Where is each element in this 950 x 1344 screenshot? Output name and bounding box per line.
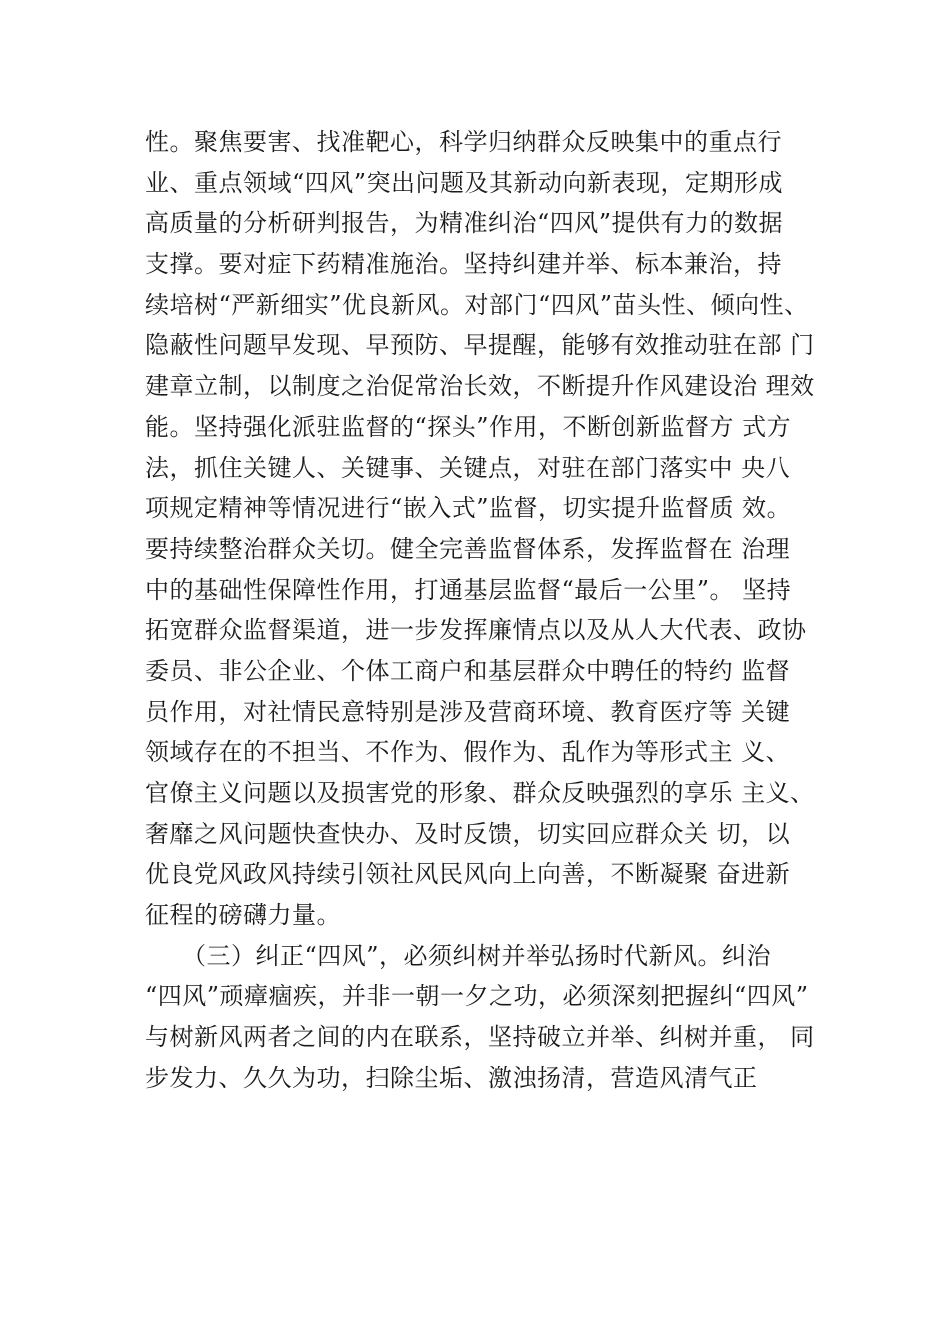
text-line: 征程的磅礴力量。 [145,901,341,930]
text-line: 支撑。要对症下药精准施治。坚持纠建并举、标本兼治，持 [145,250,782,279]
text-line: 高质量的分析研判报告，为精准纠治“四风”提供有力的数据 [145,209,784,238]
text-line: 要持续整治群众关切。健全完善监督体系，发挥监督在 治理 [145,534,791,563]
text-line: 项规定精神等情况进行“嵌入式”监督，切实提升监督质 效。 [145,494,792,523]
text-line: 性。聚焦要害、找准靶心，科学归纳群众反映集中的重点行 [145,128,782,156]
text-line: 能。坚持强化派驻监督的“探头”作用，不断创新监督方 式方 [145,412,792,441]
text-line: 续培树“严新细实”优良新风。对部门“四风”苗头性、倾向性、 [145,290,809,319]
text-line: 拓宽群众监督渠道，进一步发挥廉情点以及从人大代表、政协 [145,616,807,645]
text-line: 与树新风两者之间的内在联系，坚持破立并举、纠树并重， 同 [145,1023,815,1052]
text-line: 中的基础性保障性作用，打通基层监督“最后一公里”。 坚持 [145,575,792,604]
text-line: （三）纠正“四风”，必须纠树并举弘扬时代新风。纠治 [145,941,772,970]
text-line: 法，抓住关键人、关键事、关键点，对驻在部门落实中 央八 [145,453,791,482]
text-line: 奢靡之风问题快查快办、及时反馈，切实回应群众关 切，以 [145,819,791,848]
text-line: 隐蔽性问题早发现、早预防、早提醒，能够有效推动驻在部 门 [145,331,815,360]
text-line: 优良党风政风持续引领社风民风向上向善，不断凝聚 奋进新 [145,860,791,889]
text-line: 委员、非公企业、个体工商户和基层群众中聘任的特约 监督 [145,656,791,685]
text-line: 领域存在的不担当、不作为、假作为、乱作为等形式主 义、 [145,738,791,767]
text-line: “四风”顽瘴痼疾，并非一朝一夕之功，必须深刻把握纠“四风” [145,982,809,1011]
text-line: 官僚主义问题以及损害党的形象、群众反映强烈的享乐 主义、 [145,779,815,807]
body-text [145,122,835,1099]
text-line: 建章立制，以制度之治促常治长效，不断提升作风建设治 理效 [145,372,815,401]
text-line: 步发力、久久为功，扫除尘垢、激浊扬清，营造风清气正 [145,1063,758,1092]
text-line: 员作用，对社情民意特别是涉及营商环境、教育医疗等 关键 [145,697,791,726]
text-line: 业、重点领域“四风”突出问题及其新动向新表现，定期形成 [145,168,784,197]
